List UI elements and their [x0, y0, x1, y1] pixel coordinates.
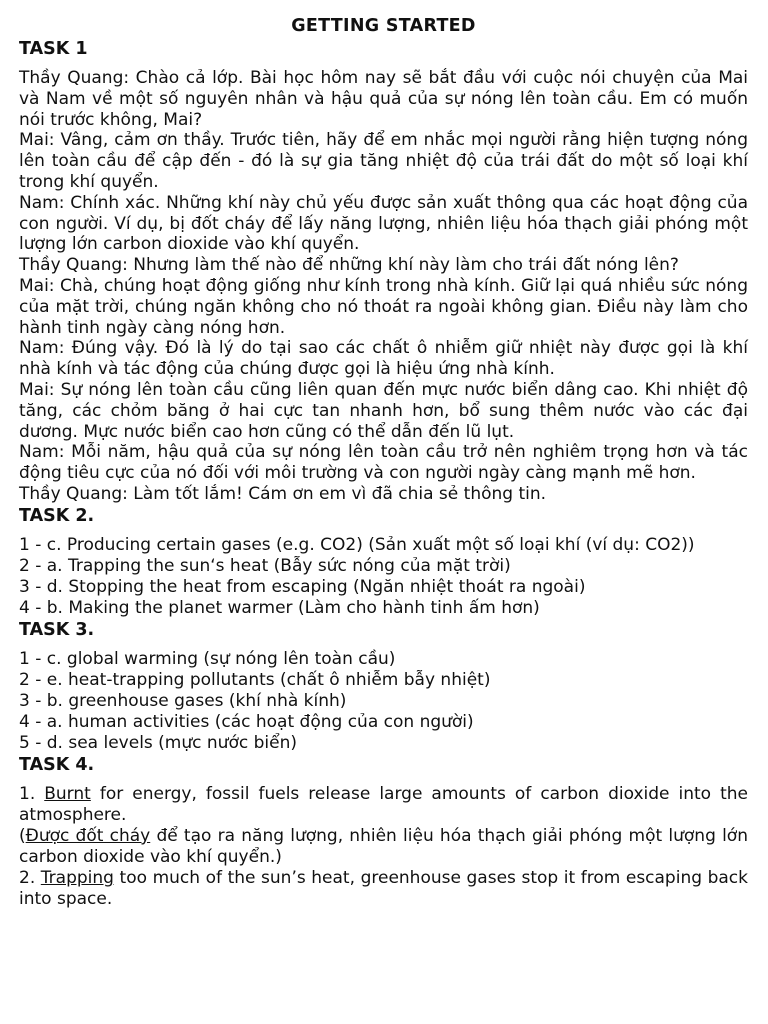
task4-heading: TASK 4.	[19, 754, 95, 775]
document-page	[19, 14, 748, 910]
page-title: GETTING STARTED	[291, 16, 476, 36]
item-number: 2.	[19, 867, 41, 888]
task1-dialogue	[19, 68, 748, 505]
answer-item: 3 - d. Stopping the heat from escaping (Ngăn nhiệt thoát ra ngoài)	[19, 576, 586, 597]
translation-sentence: để tạo ra năng lượng, nhiên liệu hóa thạch giải phóng một lượng lớn carbon dioxide vào khí quyển.)	[19, 825, 748, 867]
dialogue-line: Thầy Quang: Chào cả lớp. Bài học hôm nay sẽ bắt đầu với cuộc nói chuyện của Mai và Nam về một số nguyên nhân và hậu quả của sự nóng lên toàn cầu. Em có muốn nói trước không, Mai?	[19, 68, 748, 130]
answer-item: 4 - a. human activities (các hoạt động của con người)	[19, 711, 474, 732]
dialogue-line: Nam: Chính xác. Những khí này chủ yếu được sản xuất thông qua các hoạt động của con người. Ví dụ, bị đốt cháy để lấy năng lượng, nhiên liệu hóa thạch giải phóng một lượng lớn carbon dioxide vào khí quyển.	[19, 192, 748, 255]
answer-item: 2 - e. heat-trapping pollutants (chất ô nhiễm bẫy nhiệt)	[19, 669, 491, 690]
answer-item: 1 - c. Producing certain gases (e.g. CO2) (Sản xuất một số loại khí (ví dụ: CO2))	[19, 534, 695, 555]
answer-item	[19, 784, 748, 826]
answer-word: Trapping	[40, 867, 114, 888]
answer-item: 1 - c. global warming (sự nóng lên toàn cầu)	[19, 648, 396, 669]
dialogue-line: Nam: Mỗi năm, hậu quả của sự nóng lên toàn cầu trở nên nghiêm trọng hơn và tác động tiêu cực của nó đối với môi trường và con người ngày càng mạnh mẽ hơn.	[19, 442, 748, 484]
dialogue-line: Mai: Vâng, cảm ơn thầy. Trước tiên, hãy để em nhắc mọi người rằng hiện tượng nóng lên toàn cầu để cập đến - đó là sự gia tăng nhiệt độ của trái đất do một số loại khí trong khí quyển.	[19, 130, 748, 192]
answer-sentence: for energy, fossil fuels release large amounts of carbon dioxide into the atmosphere.	[19, 783, 749, 825]
answer-item: 3 - b. greenhouse gases (khí nhà kính)	[19, 690, 347, 711]
dialogue-line: Mai: Chà, chúng hoạt động giống như kính trong nhà kính. Giữ lại quá nhiều sức nóng của mặt trời, chúng ngăn không cho nó thoát ra ngoài không gian. Điều này làm cho hành tinh ngày càng nóng hơn.	[19, 275, 748, 338]
dialogue-line: Mai: Sự nóng lên toàn cầu cũng liên quan đến mực nước biển dâng cao. Khi nhiệt độ tăng, các chỏm băng ở hai cực tan nhanh hơn, bổ sung thêm nước vào các đại dương. Mực nước biển cao hơn cũng có thể dẫn đến lũ lụt.	[19, 379, 748, 442]
task1-heading: TASK 1	[19, 39, 88, 59]
dialogue-line: Nam: Đúng vậy. Đó là lý do tại sao các chất ô nhiễm giữ nhiệt này được gọi là khí nhà kính và tác động của chúng được gọi là hiệu ứng nhà kính.	[19, 338, 748, 380]
answer-item: 2 - a. Trapping the sun‘s heat (Bẫy sức nóng của mặt trời)	[19, 555, 511, 576]
answer-sentence: too much of the sun’s heat, greenhouse gases stop it from escaping back into space.	[19, 867, 748, 909]
dialogue-line: Thầy Quang: Làm tốt lắm! Cám ơn em vì đã chia sẻ thông tin.	[19, 483, 547, 504]
task4-answers	[19, 784, 748, 910]
answer-item	[19, 868, 748, 910]
dialogue-line: Thầy Quang: Nhưng làm thế nào để những khí này làm cho trái đất nóng lên?	[19, 255, 679, 276]
answer-item: 5 - d. sea levels (mực nước biển)	[19, 732, 297, 753]
answer-word-translation: Được đốt cháy	[25, 825, 151, 846]
task2-heading: TASK 2.	[19, 505, 95, 526]
answer-item: 4 - b. Making the planet warmer (Làm cho hành tinh ấm hơn)	[19, 597, 540, 618]
task2-answers	[19, 535, 748, 619]
paren-open: (	[19, 825, 26, 846]
task3-answers	[19, 649, 748, 754]
item-number: 1.	[19, 783, 45, 804]
task3-heading: TASK 3.	[19, 619, 95, 640]
answer-translation	[19, 826, 748, 868]
answer-word: Burnt	[44, 783, 91, 804]
